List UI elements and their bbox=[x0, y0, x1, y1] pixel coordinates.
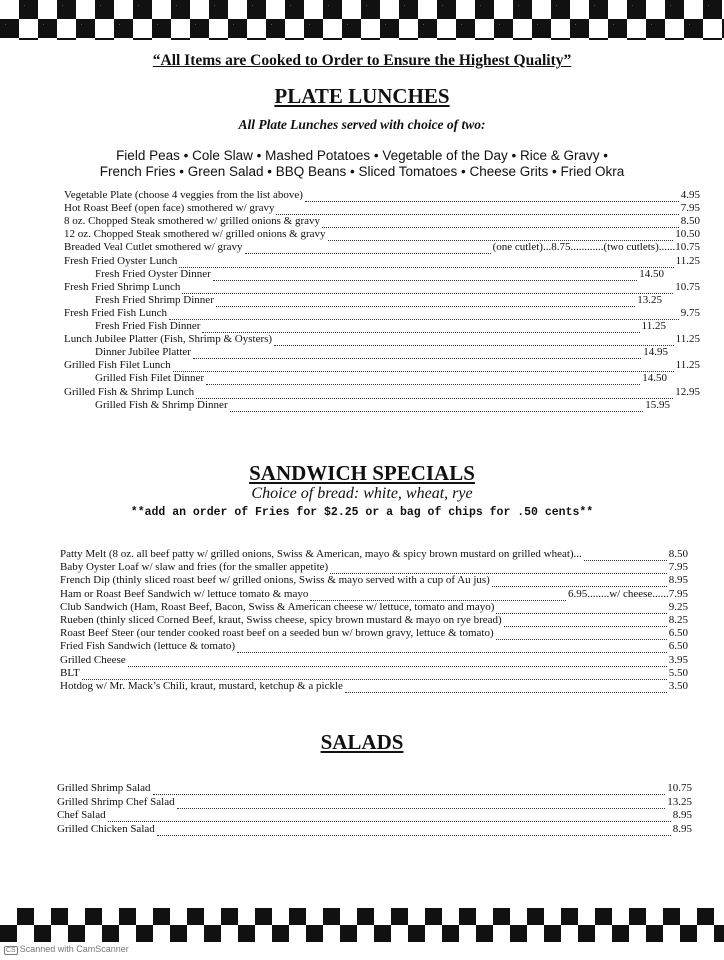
menu-item bbox=[60, 680, 688, 693]
menu-item-name: French Dip (thinly sliced roast beef w/ grilled onions, Swiss & mayo served with a cup of Au jus) bbox=[60, 574, 490, 587]
menu-item-name: Grilled Shrimp Chef Salad bbox=[57, 795, 175, 808]
menu-item-price: 14.95 bbox=[643, 346, 668, 359]
menu-item-price: 14.50 bbox=[642, 372, 667, 385]
menu-item bbox=[64, 189, 700, 202]
menu-item bbox=[60, 574, 688, 587]
dot-leader bbox=[82, 670, 667, 680]
menu-item bbox=[95, 399, 670, 412]
menu-item bbox=[57, 796, 692, 809]
menu-item-name: Grilled Chicken Salad bbox=[57, 822, 155, 835]
dot-leader bbox=[169, 310, 679, 320]
menu-item-name: Grilled Fish Filet Dinner bbox=[95, 372, 205, 385]
menu-item-name: Fried Fish Sandwich (lettuce & tomato) bbox=[60, 640, 236, 653]
menu-item-price: 8.95 bbox=[668, 574, 688, 587]
camscanner-watermark bbox=[4, 944, 129, 955]
dot-leader bbox=[213, 271, 637, 281]
menu-item-price: 7.95 bbox=[668, 587, 688, 600]
menu-item-name: Grilled Cheese bbox=[60, 653, 126, 666]
dot-leader bbox=[237, 643, 667, 653]
menu-item-price: 13.25 bbox=[637, 293, 662, 306]
dot-leader bbox=[206, 375, 640, 385]
menu-item bbox=[64, 228, 700, 241]
menu-item-name: Fresh Fried Fish Dinner bbox=[95, 320, 201, 332]
menu-item bbox=[60, 601, 688, 614]
menu-item bbox=[60, 588, 688, 601]
menu-item bbox=[64, 386, 700, 399]
menu-item bbox=[64, 333, 700, 346]
menu-item-price: 11.25 bbox=[675, 333, 700, 346]
dot-leader bbox=[274, 336, 674, 346]
menu-item-name: Lunch Jubilee Platter (Fish, Shrimp & Oysters) bbox=[64, 333, 273, 346]
menu-item bbox=[57, 823, 692, 836]
dot-leader bbox=[276, 205, 678, 215]
sandwich-specials-heading: SANDWICH SPECIALS bbox=[249, 461, 475, 485]
menu-item-price: 6.50 bbox=[668, 627, 688, 640]
menu-item-name: Hot Roast Beef (open face) smothered w/ gravy bbox=[64, 202, 275, 215]
menu-item-price-option: (one cutlet)...8.75............(two cutlets)...... bbox=[492, 241, 676, 254]
dot-leader bbox=[322, 218, 679, 228]
menu-item-price: 8.95 bbox=[672, 809, 692, 821]
menu-item-price: 12.95 bbox=[675, 385, 700, 398]
menu-item bbox=[57, 809, 692, 822]
menu-item bbox=[60, 614, 688, 627]
menu-item-name: Fresh Fried Oyster Lunch bbox=[64, 254, 178, 267]
menu-item-name: Fresh Fried Shrimp Dinner bbox=[95, 293, 214, 306]
menu-item-name: Club Sandwich (Ham, Roast Beef, Bacon, Swiss & American cheese w/ lettuce, tomato and mayo) bbox=[60, 600, 495, 613]
dot-leader bbox=[230, 402, 644, 412]
slogan: “All Items are Cooked to Order to Ensure the Highest Quality” bbox=[152, 52, 572, 69]
menu-item-name: Hotdog w/ Mr. Mack’s Chili, kraut, mustard, ketchup & a pickle bbox=[60, 680, 343, 692]
menu-item-price: 9.25 bbox=[668, 600, 688, 613]
dot-leader bbox=[492, 577, 667, 587]
dot-leader bbox=[328, 231, 674, 241]
menu-item bbox=[95, 294, 662, 307]
fries-chips-note: **add an order of Fries for $2.25 or a bag of chips for .50 cents** bbox=[130, 506, 594, 519]
menu-item-name: 12 oz. Chopped Steak smothered w/ grilled onions & gravy bbox=[64, 228, 326, 241]
side-choices-line-2: French Fries • Green Salad • BBQ Beans • Sliced Tomatoes • Cheese Grits • Fried Okra bbox=[99, 164, 625, 179]
menu-item-name: Grilled Fish & Shrimp Dinner bbox=[95, 398, 228, 411]
menu-item bbox=[64, 202, 700, 215]
menu-item bbox=[95, 268, 664, 281]
menu-item-name: Baby Oyster Loaf w/ slaw and fries (for the smaller appetite) bbox=[60, 561, 329, 574]
menu-item bbox=[64, 215, 700, 228]
menu-item-name: Ham or Roast Beef Sandwich w/ lettuce tomato & mayo bbox=[60, 587, 309, 600]
menu-item-price: 15.95 bbox=[645, 398, 670, 411]
menu-item-price: 7.95 bbox=[680, 202, 700, 215]
menu-item bbox=[64, 241, 700, 254]
menu-item-name: Roast Beef Steer (our tender cooked roast beef on a seeded bun w/ brown gravy, lettuce & tomato) bbox=[60, 627, 494, 640]
menu-item-name: Fresh Fried Fish Lunch bbox=[64, 306, 167, 319]
menu-item bbox=[60, 548, 688, 561]
menu-item-name: Breaded Veal Cutlet smothered w/ gravy bbox=[64, 241, 243, 254]
menu-item-name: Fresh Fried Oyster Dinner bbox=[95, 267, 211, 280]
menu-item-price: 10.75 bbox=[675, 241, 700, 254]
menu-item bbox=[60, 667, 688, 680]
menu-item-name: Grilled Fish Filet Lunch bbox=[64, 359, 171, 372]
plate-lunches-heading: PLATE LUNCHES bbox=[274, 84, 450, 108]
dot-leader bbox=[108, 812, 671, 822]
dot-leader bbox=[345, 683, 667, 693]
menu-item-name: Vegetable Plate (choose 4 veggies from the list above) bbox=[64, 189, 303, 201]
menu-item-price: 8.50 bbox=[668, 548, 688, 560]
menu-item-price: 11.25 bbox=[675, 254, 700, 267]
menu-item-price: 4.95 bbox=[680, 189, 700, 201]
menu-item-name: Fresh Fried Shrimp Lunch bbox=[64, 280, 181, 293]
dot-leader bbox=[179, 258, 673, 268]
menu-item-price: 10.75 bbox=[667, 782, 692, 794]
dot-leader bbox=[310, 591, 566, 601]
menu-item-price: 11.25 bbox=[641, 320, 666, 332]
menu-item bbox=[60, 561, 688, 574]
plate-lunches-subtitle: All Plate Lunches served with choice of two: bbox=[238, 117, 486, 132]
menu-item-name: Rueben (thinly sliced Corned Beef, kraut, Swiss cheese, spicy brown mustard & mayo on rye bread) bbox=[60, 614, 502, 626]
dot-leader bbox=[245, 244, 491, 254]
dot-leader bbox=[177, 799, 666, 809]
menu-item bbox=[95, 372, 667, 385]
menu-item-name: Dinner Jubilee Platter bbox=[95, 346, 191, 359]
menu-item-price: 13.25 bbox=[667, 795, 692, 808]
menu-item bbox=[64, 359, 700, 372]
dot-leader bbox=[182, 284, 673, 294]
menu-item bbox=[60, 640, 688, 653]
menu-item-price: 5.50 bbox=[668, 666, 688, 679]
menu-item bbox=[60, 627, 688, 640]
menu-item-price: 7.95 bbox=[668, 561, 688, 574]
menu-item-price: 6.50 bbox=[668, 640, 688, 653]
menu-item-price: 8.95 bbox=[672, 822, 692, 835]
dot-leader bbox=[173, 362, 674, 372]
dot-leader bbox=[584, 551, 667, 561]
menu-item bbox=[64, 281, 700, 294]
bread-choice: Choice of bread: white, wheat, rye bbox=[251, 485, 473, 502]
menu-item-name: Grilled Fish & Shrimp Lunch bbox=[64, 385, 195, 398]
dot-leader bbox=[153, 785, 666, 795]
dot-leader bbox=[196, 389, 673, 399]
menu-item bbox=[95, 346, 668, 359]
menu-item-price: 10.50 bbox=[675, 228, 700, 241]
menu-item-price: 8.50 bbox=[680, 215, 700, 228]
menu-item-name: BLT bbox=[60, 666, 80, 679]
dot-leader bbox=[496, 630, 667, 640]
dot-leader bbox=[330, 564, 667, 574]
menu-item-name: Patty Melt (8 oz. all beef patty w/ grilled onions, Swiss & American, mayo & spicy brown mustard on grilled wheat)... bbox=[60, 548, 582, 560]
menu-item-price: 10.75 bbox=[675, 280, 700, 293]
dot-leader bbox=[496, 604, 666, 614]
dot-leader bbox=[128, 657, 667, 667]
menu-item-price: 11.25 bbox=[675, 359, 700, 372]
dot-leader bbox=[504, 617, 667, 627]
dot-leader bbox=[305, 192, 679, 202]
menu-item-price: 8.25 bbox=[668, 614, 688, 626]
menu-item bbox=[64, 307, 700, 320]
salads-heading: SALADS bbox=[320, 730, 404, 754]
checkered-border-bottom bbox=[0, 908, 724, 942]
checkered-border-top bbox=[0, 0, 724, 40]
menu-item bbox=[95, 320, 666, 333]
menu-item-price: 9.75 bbox=[680, 306, 700, 319]
menu-item bbox=[64, 255, 700, 268]
menu-item-price: 14.50 bbox=[639, 267, 664, 280]
dot-leader bbox=[157, 826, 671, 836]
camscanner-logo: CS bbox=[6, 947, 16, 954]
menu-item-name: Chef Salad bbox=[57, 809, 106, 821]
menu-item-price: 3.50 bbox=[668, 680, 688, 692]
dot-leader bbox=[216, 297, 635, 307]
menu-item-price-option: 6.95........w/ cheese...... bbox=[567, 587, 669, 600]
side-choices-line-1: Field Peas • Cole Slaw • Mashed Potatoes • Vegetable of the Day • Rice & Gravy • bbox=[116, 148, 608, 163]
menu-item bbox=[57, 782, 692, 795]
menu-item-name: Grilled Shrimp Salad bbox=[57, 782, 151, 794]
menu-item-name: 8 oz. Chopped Steak smothered w/ grilled onions & gravy bbox=[64, 215, 321, 228]
menu-item bbox=[60, 654, 688, 667]
menu-item-price: 3.95 bbox=[668, 653, 688, 666]
dot-leader bbox=[193, 349, 641, 359]
dot-leader bbox=[202, 323, 639, 333]
camscanner-text: Scanned with CamScanner bbox=[19, 944, 129, 954]
